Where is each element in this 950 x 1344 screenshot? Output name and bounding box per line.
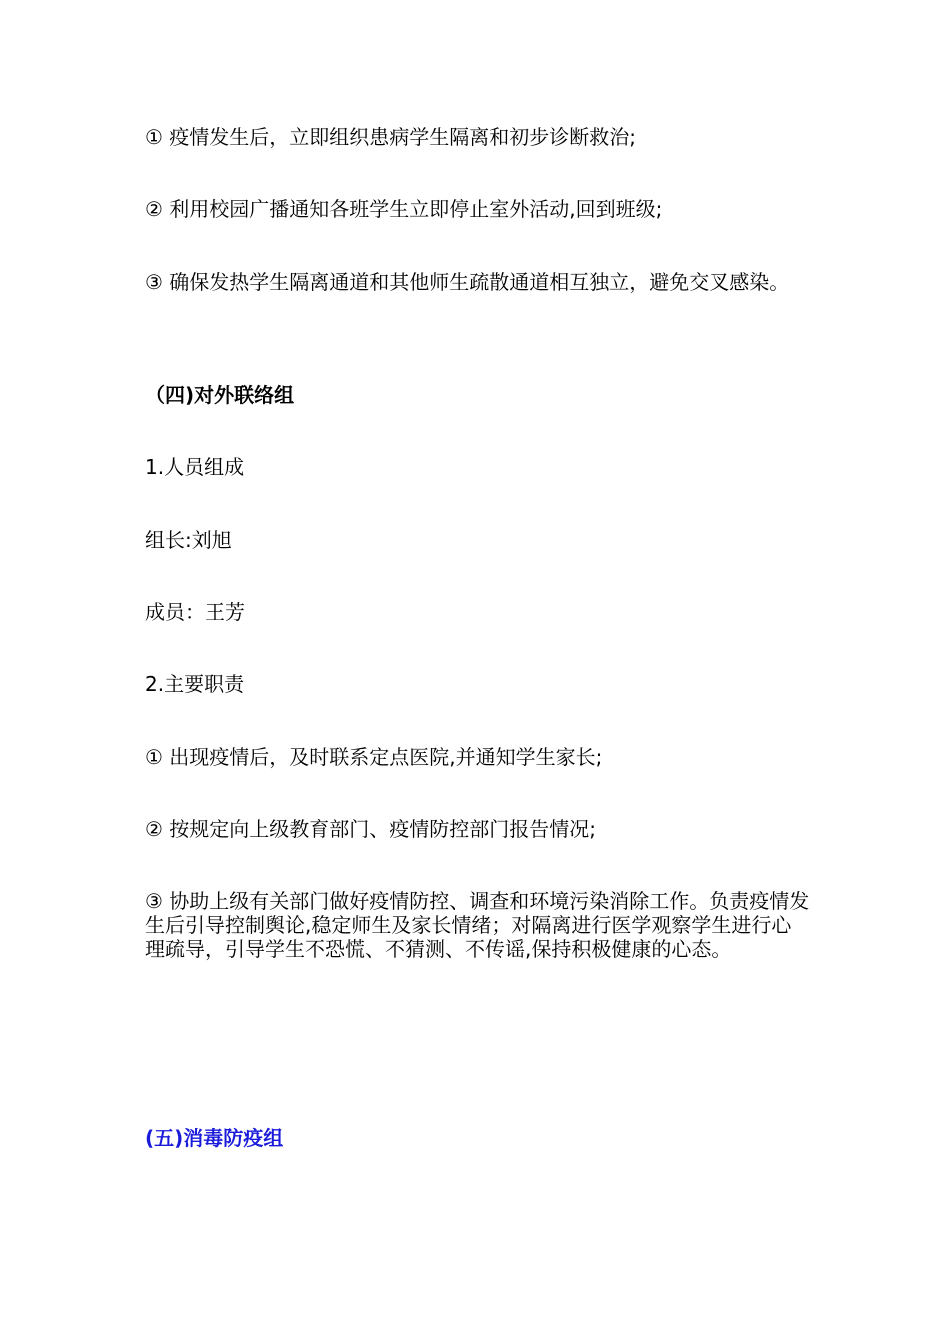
paragraph-separate-channels: ③ 确保发热学生隔离通道和其他师生疏散通道相互独立，避免交叉感染。 (145, 270, 790, 294)
paragraph-report-situation: ② 按规定向上级教育部门、疫情防控部门报告情况; (145, 817, 597, 841)
paragraph-group-member: 成员：王芳 (145, 600, 245, 624)
paragraph-staff-composition: 1.人员组成 (145, 455, 245, 479)
paragraph-group-leader: 组长:刘旭 (145, 528, 232, 552)
section-heading-disinfection: (五)消毒防疫组 (145, 1126, 284, 1150)
section-heading-external-liaison: （四)对外联络组 (145, 383, 295, 407)
paragraph-broadcast-notice: ② 利用校园广播通知各班学生立即停止室外活动,回到班级; (145, 197, 663, 221)
paragraph-main-duties: 2.主要职责 (145, 672, 245, 696)
paragraph-contact-hospital: ① 出现疫情后，及时联系定点医院,并通知学生家长; (145, 745, 603, 769)
paragraph-isolation-treatment: ① 疫情发生后，立即组织患病学生隔离和初步诊断救治; (145, 125, 637, 149)
paragraph-assist-departments: ③ 协助上级有关部门做好疫情防控、调查和环境污染消除工作。负责疫情发生后引导控制舆论,稳定师生及家长情绪；对隔离进行医学观察学生进行心理疏导，引导学生不恐慌、不猜测、不传谣,保持积极健康的心态。 (145, 889, 810, 961)
